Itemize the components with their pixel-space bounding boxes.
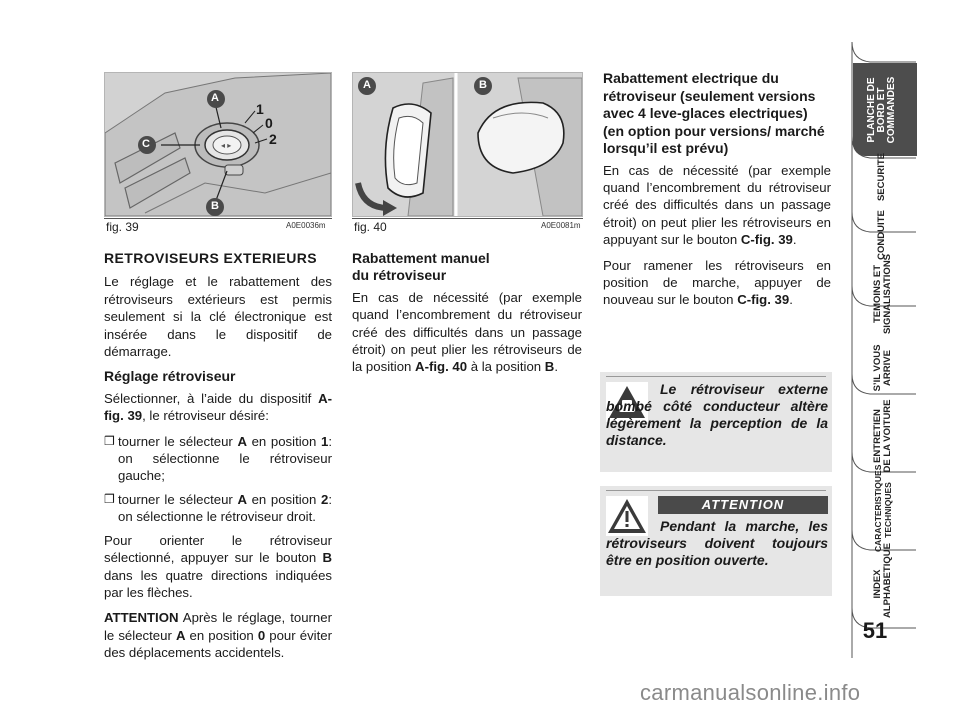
fig39-label-b: B: [211, 200, 219, 212]
bullet-right-mirror: [104, 491, 332, 526]
fig39-caption: fig. 39: [106, 220, 139, 234]
note-top-rule: [606, 376, 826, 377]
column-2: [352, 250, 582, 384]
fig39-label-c: C: [142, 138, 150, 150]
sidebar-tab-caracteristiques-label: CARACTERISTIQUES TECHNIQUES: [873, 464, 893, 552]
b1-pre: tourner le sélecteur: [118, 433, 238, 449]
electric-paragraph-2: [603, 257, 831, 309]
electric-paragraph-1: [603, 162, 831, 249]
subtitle-manual-line1: Rabattement manuel: [352, 250, 490, 266]
subtitle-electric-folding: Rabattement electrique du rétroviseur (seulement versions avec 4 leve-glaces electriques) (en option pour versions/ marché lorsqu’il est prévu): [603, 70, 825, 156]
fig40-code: A0E0081m: [541, 221, 581, 230]
mirror-folding-illustration: [353, 73, 582, 216]
b2-mid: en position: [246, 491, 321, 507]
b1-mid: en position: [246, 433, 321, 449]
sidebar-tab-caracteristiques[interactable]: [852, 464, 916, 552]
fig40-caption-rule: [352, 218, 583, 219]
figure-39-image: [104, 72, 332, 217]
warning-text: Pendant la marche, les rétroviseurs doivent toujours être en position ouverte.: [606, 518, 828, 568]
figure-40-image: [352, 72, 583, 217]
select-text-post: , le rétroviseur désiré:: [142, 408, 269, 424]
p2-ref: C-fig. 39: [737, 292, 790, 308]
p1-post: .: [792, 232, 797, 248]
sidebar-tab-planche-label: PLANCHE DE BORD ET COMMANDES: [866, 76, 897, 144]
manual-b: B: [544, 359, 555, 375]
p2-post: .: [789, 292, 793, 308]
watermark: carmanualsonline.info: [640, 680, 861, 705]
subtitle-manual-line2: du rétroviseur: [352, 267, 447, 284]
p1-ref: C-fig. 39: [740, 232, 793, 248]
sidebar-tab-conduite-label: CONDUITE: [876, 210, 887, 260]
bullet-left-mirror: [104, 433, 332, 485]
bullet-right-text: [118, 491, 332, 526]
column-1: [104, 250, 332, 670]
att-a: A: [175, 627, 186, 643]
manual-mid: à la position: [467, 359, 545, 375]
orient-post: dans les quatre directions indiquées par les flèches.: [104, 567, 332, 600]
subtitle-manual-folding: [352, 250, 582, 285]
sidebar-tab-sil-vous-arrive[interactable]: [852, 330, 916, 406]
fig39-caption-rule: [104, 218, 332, 219]
p2-pre: Pour ramener les rétroviseurs en position de marche, appuyer de nouveau sur le bouton: [603, 257, 831, 308]
note-box-mirror-distance: [600, 372, 832, 472]
att-mid: en position: [185, 627, 258, 643]
b1-a: A: [237, 433, 247, 449]
intro-paragraph: Le réglage et le rabattement des rétroviseurs extérieurs est permis seulement si la clé électronique est insérée dans le dispositif de démarrage.: [104, 274, 332, 360]
b2-post: : on sélectionne le rétroviseur droit.: [118, 491, 332, 525]
attention-paragraph: [104, 609, 332, 661]
orient-b: B: [322, 550, 332, 566]
manual-ref: A-fig. 40: [415, 359, 468, 375]
warning-title-bar: ATTENTION: [658, 496, 828, 514]
bullet-box-icon: ❒: [104, 491, 115, 506]
select-text-pre: Sélectionner, à l’aide du dispositif: [104, 390, 319, 406]
bullet-box-icon: ❒: [104, 433, 115, 448]
manual-pre: En cas de nécessité (par exemple quand l’encombrement du rétroviseur créé des difficultés dans un passage étroit) on peut plier les rétroviseurs de la position: [352, 289, 582, 375]
b2-a: A: [237, 491, 247, 507]
sidebar-tab-temoins-label: TEMOINS ET SIGNALISATIONS: [872, 253, 893, 335]
fig39-label-a: A: [211, 92, 219, 104]
b2-pre: tourner le sélecteur: [118, 491, 238, 507]
sidebar-tab-sil-vous-arrive-label: S’IL VOUS ARRIVE: [872, 344, 893, 392]
fig39-label-2: 2: [269, 131, 277, 147]
select-paragraph: [104, 390, 332, 425]
sidebar-tab-temoins[interactable]: [852, 250, 916, 336]
section-title-exterior-mirrors: RETROVISEURS EXTERIEURS: [104, 250, 318, 266]
manual-folding-paragraph: [352, 289, 582, 376]
sidebar-tab-securite-label: SECURITE: [876, 152, 887, 202]
orient-pre: Pour orienter le rétroviseur sélectionné, appuyer sur le bouton: [104, 532, 332, 566]
sidebar-tab-entretien-label: ENTRETIEN DE LA VOITURE: [872, 399, 893, 473]
column-3: [603, 70, 831, 317]
manual-post: .: [554, 359, 558, 375]
b1-post: : on sélectionne le rétroviseur gauche;: [118, 433, 332, 484]
att-pos: 0: [257, 627, 266, 643]
att-pre: Après le réglage, tourner le sélecteur: [104, 610, 332, 643]
sidebar-tab-index-label: INDEX ALPHABETIQUE: [872, 543, 893, 618]
bullet-left-text: [118, 433, 332, 485]
fig40-label-a: A: [363, 79, 371, 91]
fig39-label-1: 1: [256, 101, 264, 117]
att-post: pour éviter des déplacements accidentels.: [104, 627, 332, 661]
fig40-label-b: B: [479, 79, 487, 91]
page-number: 51: [862, 618, 888, 643]
sidebar-tab-entretien[interactable]: [852, 398, 916, 474]
fig39-code: A0E0036m: [286, 221, 326, 230]
b1-pos: 1: [320, 433, 329, 449]
fig40-caption: fig. 40: [354, 220, 387, 234]
p1-pre: En cas de nécessité (par exemple quand l’encombrement du rétroviseur créé des difficultés dans un passage étroit) on peut plier les rétroviseurs en appuyant sur le bouton: [603, 162, 831, 248]
warning-box-mirrors-open: [600, 486, 832, 596]
sidebar-tab-index-label-wrap: [852, 543, 916, 618]
warning-top-rule: [606, 490, 826, 491]
fig39-label-0: 0: [265, 115, 273, 131]
b2-pos: 2: [320, 491, 329, 507]
select-ref: A-fig. 39: [104, 390, 332, 424]
subtitle-mirror-adjustment: Réglage rétroviseur: [104, 368, 236, 385]
attention-label: ATTENTION: [104, 610, 179, 626]
note-mirror-distance-text: Le rétroviseur externe bombé côté conducteur altère légèrement la perception de la distance.: [606, 381, 828, 448]
orient-paragraph: [104, 532, 332, 602]
svg-text:◂ ▸: ◂ ▸: [221, 141, 232, 150]
